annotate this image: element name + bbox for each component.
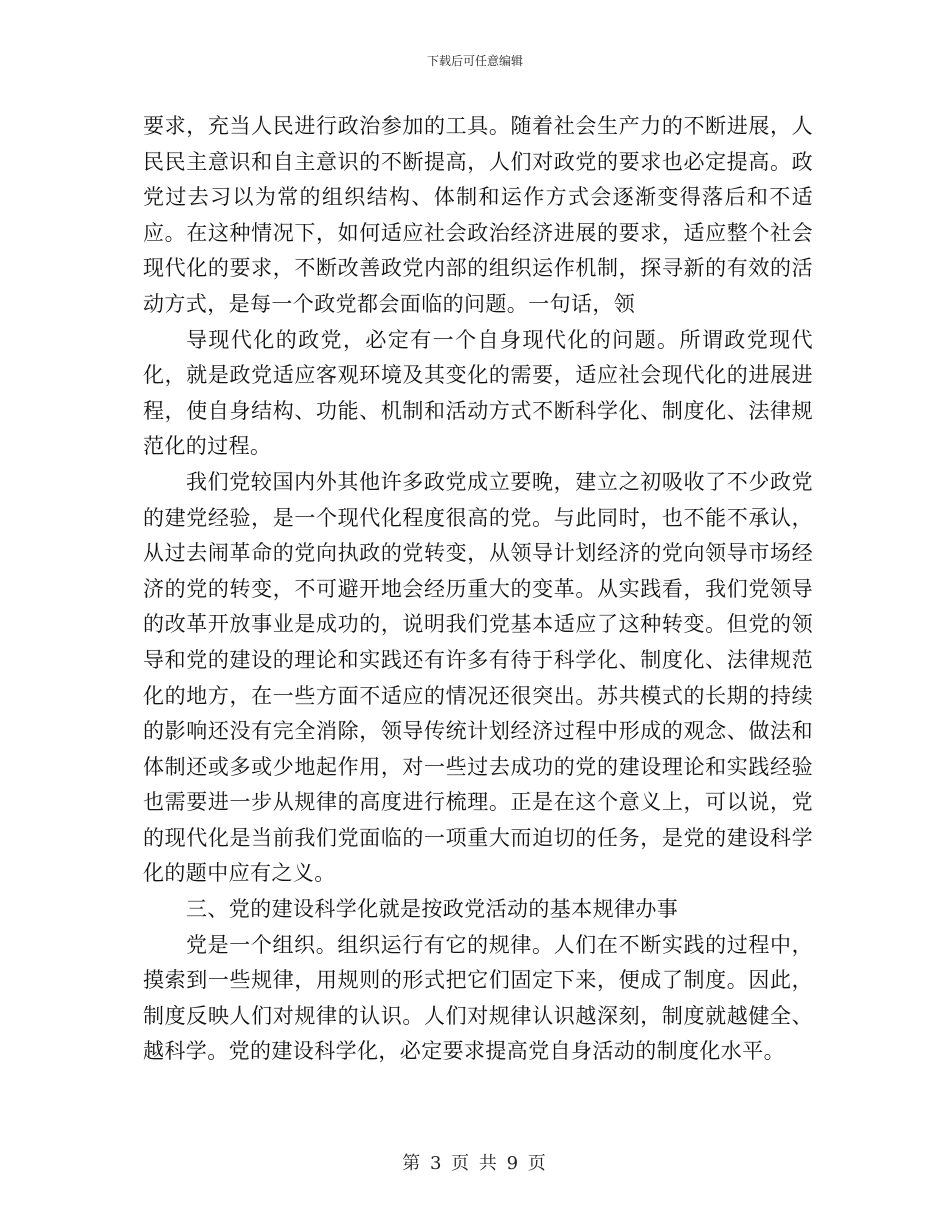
page-footer: 第 3 页 共 9 页 [402, 1153, 548, 1174]
document-body [143, 109, 813, 1070]
section-heading: 三、党的建设科学化就是按政党活动的基本规律办事 [186, 897, 679, 922]
paragraph-2: 导现代化的政党，必定有一个自身现代化的问题。所谓政党现代化，就是政党适应客观环境及其变化的需要，适应社会现代化的进展进程，使自身结构、功能、机制和活动方式不断科学化、制度化、法律规范化的过程。 [143, 327, 813, 459]
paragraph-3: 我们党较国内外其他许多政党成立要晚，建立之初吸收了不少政党的建党经验，是一个现代化程度很高的党。与此同时，也不能不承认，从过去闹革命的党向执政的党转变，从领导计划经济的党向领导市场经济的党的转变，不可避开地会经历重大的变革。从实践看，我们党领导的改革开放事业是成功的，说明我们党基本适应了这种转变。但党的领导和党的建设的理论和实践还有许多有待于科学化、制度化、法律规范化的地方，在一些方面不适应的情况还很突出。苏共模式的长期的持续的影响还没有完全消除，领导传统计划经济过程中形成的观念、做法和体制还或多或少地起作用，对一些过去成功的党的建设理论和实践经验也需要进一步从规律的高度进行梳理。正是在这个意义上，可以说，党的现代化是当前我们党面临的一项重大而迫切的任务，是党的建设科学化的题中应有之义。 [143, 469, 813, 886]
page-header: 下载后可任意编辑 [426, 54, 523, 68]
paragraph-1: 要求，充当人民进行政治参加的工具。随着社会生产力的不断进展，人民民主意识和自主意识的不断提高，人们对政党的要求也必定提高。政党过去习以为常的组织结构、体制和运作方式会逐渐变得落后和不适应。在这种情况下，如何适应社会政治经济进展的要求，适应整个社会现代化的要求，不断改善政党内部的组织运作机制，探寻新的有效的活动方式，是每一个政党都会面临的问题。一句话，领 [143, 114, 813, 316]
paragraph-4: 党是一个组织。组织运行有它的规律。人们在不断实践的过程中，摸索到一些规律，用规则的形式把它们固定下来，便成了制度。因此，制度反映人们对规律的认识。人们对规律认识越深刻，制度就越健全、越科学。党的建设科学化，必定要求提高党自身活动的制度化水平。 [143, 932, 813, 1064]
